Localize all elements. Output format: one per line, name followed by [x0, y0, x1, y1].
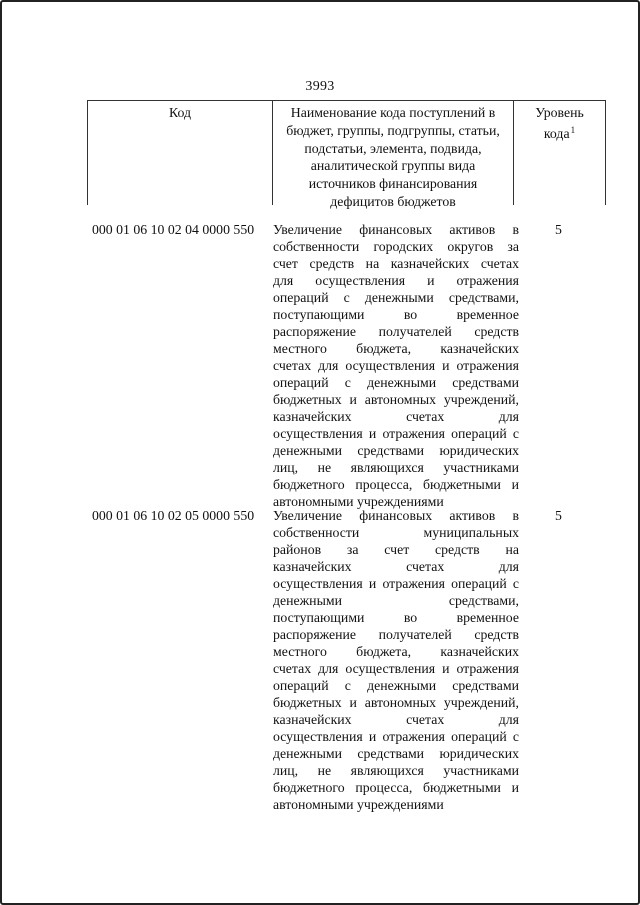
- row-level: 5: [555, 222, 562, 237]
- description-line: счетах для осуществления и отражения: [273, 358, 519, 373]
- description-line: поступающими во временное: [273, 610, 519, 625]
- header-name-label: [272, 101, 514, 209]
- description-line: осуществления и отражения операций с: [273, 729, 519, 744]
- header-level-word: кода: [543, 125, 570, 141]
- description-line: Увеличение финансовых активов в: [273, 508, 519, 523]
- header-level-label: [514, 101, 605, 205]
- description-line: денежными средствами юридических: [273, 443, 519, 458]
- description-line: местного бюджета, казначейских: [273, 341, 519, 356]
- description-line: денежными средствами юридических: [273, 746, 519, 761]
- description-line: собственности муниципальных: [273, 525, 519, 540]
- row-code: 000 01 06 10 02 05 0000 550: [92, 508, 255, 523]
- description-line: бюджетных и автономных учреждений,: [273, 392, 519, 407]
- description-line: автономными учреждениями: [273, 797, 444, 812]
- description-line: поступающими во временное: [273, 307, 519, 322]
- description-line: для осуществления и отражения: [273, 273, 519, 288]
- description-line: бюджетных и автономных учреждений,: [273, 695, 519, 710]
- header-name-line: бюджет, группы, подгруппы, статьи,: [286, 122, 500, 138]
- header-name-line: источников финансирования: [308, 176, 478, 192]
- row-description: [273, 507, 519, 813]
- page-number: 3993: [305, 79, 335, 94]
- header-level-line1: Уровень: [535, 105, 584, 120]
- description-line: операций с денежными средствами,: [273, 290, 519, 305]
- description-line: собственности городских округов за: [273, 239, 519, 254]
- description-line: счет средств на казначейских счетах: [273, 256, 519, 271]
- table-header: [87, 100, 606, 209]
- description-line: операций с денежными средствами: [273, 678, 519, 693]
- header-name-line: Наименование кода поступлений в: [290, 105, 496, 120]
- description-line: счетах для осуществления и отражения: [273, 661, 519, 676]
- description-line: районов за счет средств на: [273, 542, 519, 557]
- description-line: казначейских счетах для: [273, 559, 519, 574]
- header-name-line: аналитической группы вида: [310, 158, 476, 174]
- row-description: [273, 221, 519, 510]
- description-line: казначейских счетах для: [273, 712, 519, 727]
- header-name-line: дефицитов бюджетов: [330, 193, 456, 209]
- row-code: 000 01 06 10 02 04 0000 550: [92, 222, 255, 237]
- description-line: осуществления и отражения операций с: [273, 426, 519, 441]
- header-name-line: подстатьи, элемента, подвида,: [304, 140, 482, 156]
- description-line: распоряжение получателей средств: [273, 324, 519, 339]
- description-line: местного бюджета, казначейских: [273, 644, 519, 659]
- description-line: операций с денежными средствами: [273, 375, 519, 390]
- description-line: лиц, не являющихся участниками: [273, 763, 519, 778]
- header-code-label: Код: [168, 105, 192, 120]
- description-line: распоряжение получателей средств: [273, 627, 519, 642]
- header-level-line2: [514, 122, 605, 143]
- row-level: 5: [555, 508, 562, 523]
- description-line: автономными учреждениями: [273, 494, 444, 509]
- description-line: Увеличение финансовых активов в: [273, 222, 519, 237]
- description-line: лиц, не являющихся участниками: [273, 460, 519, 475]
- description-line: денежными средствами,: [273, 593, 519, 608]
- footnote-marker: 1: [570, 124, 576, 135]
- description-line: бюджетного процесса, бюджетными и: [273, 780, 519, 795]
- description-line: осуществления и отражения операций с: [273, 576, 519, 591]
- description-line: казначейских счетах для: [273, 409, 519, 424]
- description-line: бюджетного процесса, бюджетными и: [273, 477, 519, 492]
